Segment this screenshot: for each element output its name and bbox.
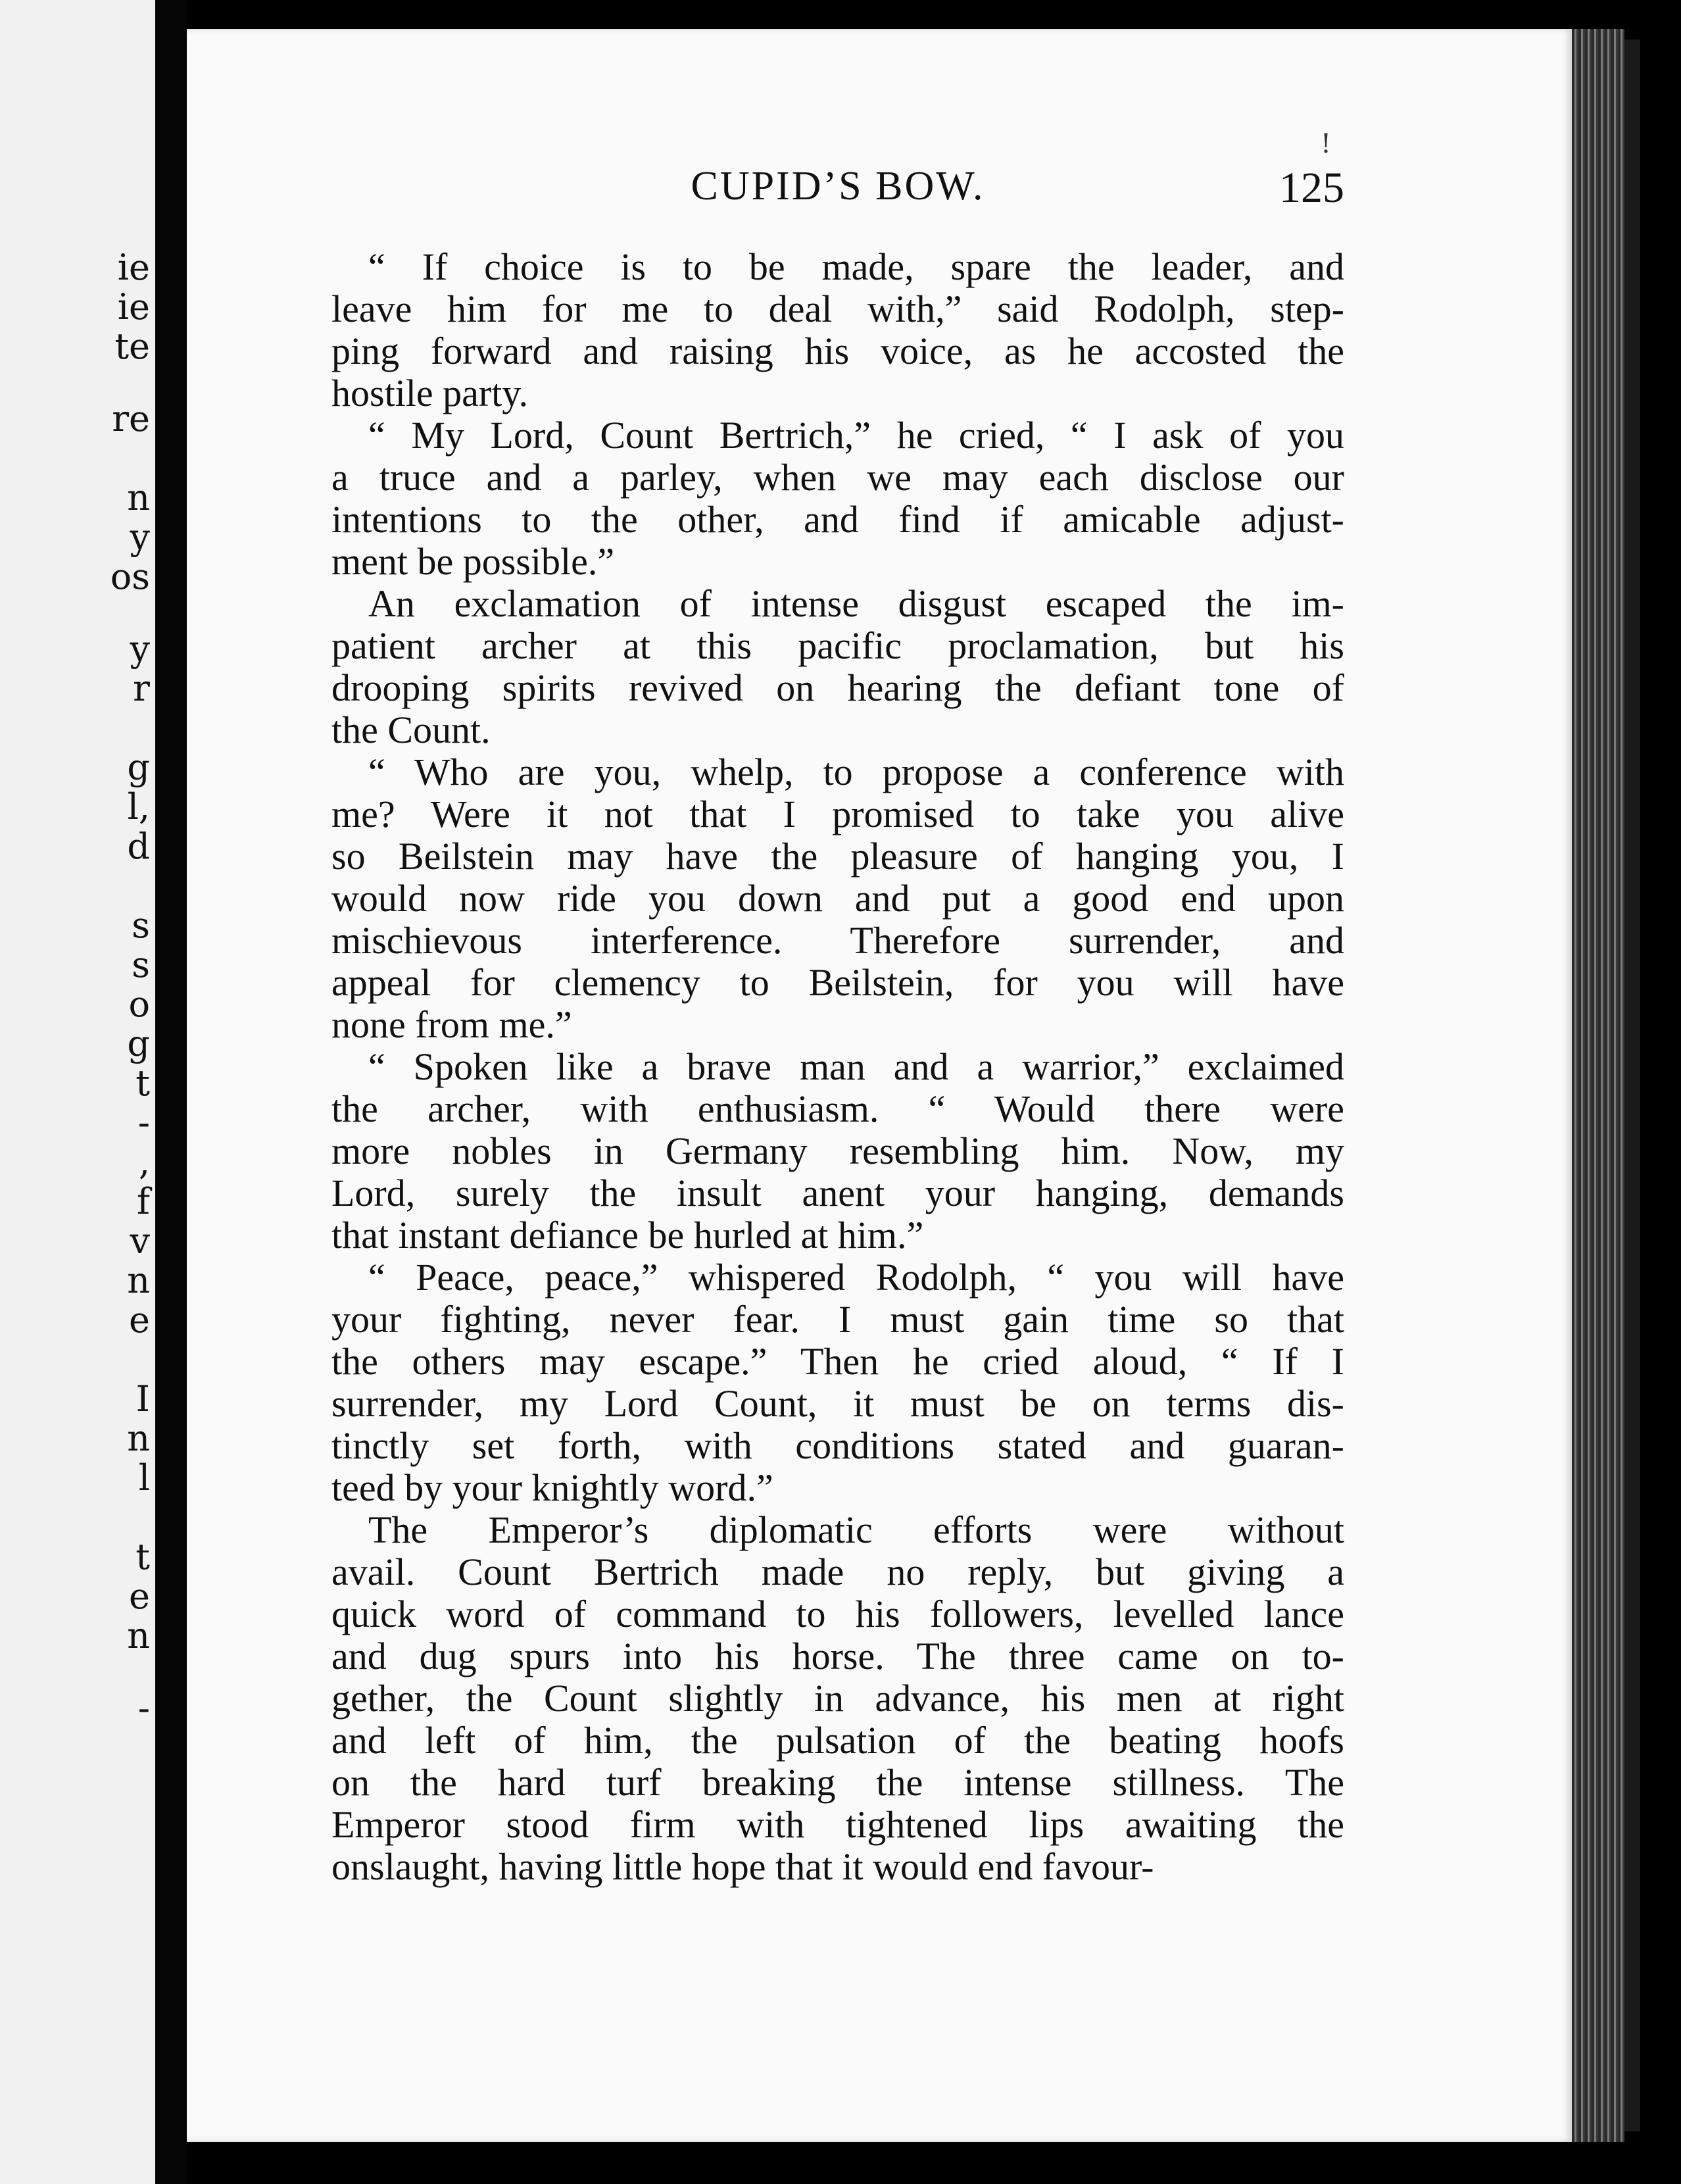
text-line: and dug spurs into his horse. The three came on to- — [331, 1635, 1344, 1677]
previous-page-fragment: n — [127, 1615, 150, 1656]
previous-page-fragment: - — [137, 1102, 150, 1143]
paragraph — [331, 583, 1344, 751]
previous-page-fragment: v — [130, 1220, 150, 1262]
paragraph — [331, 1256, 1344, 1509]
cover-edge — [1624, 39, 1640, 2131]
page-stack-edge — [1572, 29, 1624, 2142]
text-line: that instant defiance be hurled at him.” — [331, 1214, 924, 1256]
text-line: and left of him, the pulsation of the beating hoofs — [331, 1719, 1344, 1762]
text-line: more nobles in Germany resembling him. Now, my — [331, 1129, 1344, 1172]
text-line: so Beilstein may have the pleasure of hanging you, I — [331, 835, 1344, 878]
previous-page-fragment: g — [127, 1023, 150, 1064]
text-line: “ If choice is to be made, spare the leader, and — [368, 245, 1344, 288]
previous-page-fragment: I — [135, 1378, 150, 1420]
paragraph — [331, 1509, 1344, 1888]
previous-page-fragment: l — [138, 1457, 150, 1499]
paragraph — [331, 751, 1344, 1046]
previous-page-fragment: g — [127, 747, 150, 788]
text-line: “ Who are you, whelp, to propose a conference with — [368, 751, 1344, 793]
previous-page-text-fragments — [0, 0, 155, 2184]
previous-page-fragment: n — [127, 1260, 150, 1301]
text-line: mischievous interference. Therefore surrender, and — [331, 919, 1344, 962]
text-line: The Emperor’s diplomatic efforts were without — [368, 1508, 1344, 1551]
text-line: “ Spoken like a brave man and a warrior,” exclaimed — [368, 1045, 1344, 1088]
previous-page-fragment: re — [112, 398, 150, 439]
previous-page-fragment: ie — [117, 247, 150, 288]
text-line: “ My Lord, Count Bertrich,” he cried, “ I ask of you — [368, 414, 1344, 457]
text-line: drooping spirits revived on hearing the defiant tone of — [331, 666, 1344, 709]
previous-page-fragment: y — [130, 516, 150, 558]
paragraph — [331, 414, 1344, 583]
text-line: intentions to the other, and find if amicable adjust- — [331, 498, 1344, 541]
text-line: none from me.” — [331, 1003, 572, 1046]
text-line: tinctly set forth, with conditions stated and guaran- — [331, 1424, 1344, 1467]
running-head — [331, 163, 1344, 222]
previous-page-fragment: f — [137, 1181, 150, 1222]
text-line: hostile party. — [331, 372, 529, 414]
text-line: me? Were it not that I promised to take you alive — [331, 793, 1344, 835]
paragraph — [331, 246, 1344, 414]
body-text — [331, 246, 1344, 1888]
text-line: appeal for clemency to Beilstein, for you will have — [331, 961, 1344, 1004]
text-line: ment be possible.” — [331, 540, 615, 583]
book-gutter — [155, 0, 187, 2184]
text-line: quick word of command to his followers, levelled lance — [331, 1593, 1344, 1635]
previous-page-fragment: y — [130, 628, 150, 670]
text-line: the others may escape.” Then he cried aloud, “ If I — [331, 1340, 1344, 1383]
text-line: An exclamation of intense disgust escaped the im- — [368, 582, 1344, 625]
text-line: avail. Count Bertrich made no reply, but giving a — [331, 1551, 1344, 1593]
previous-page-fragment: n — [127, 477, 150, 518]
previous-page-fragment: s — [132, 905, 150, 946]
text-line: your fighting, never fear. I must gain time so that — [331, 1298, 1344, 1341]
text-line: the archer, with enthusiasm. “ Would there were — [331, 1087, 1344, 1130]
text-line: “ Peace, peace,” whispered Rodolph, “ you will have — [368, 1256, 1344, 1299]
previous-page-fragment: n — [127, 1418, 150, 1459]
text-line: the Count. — [331, 708, 491, 751]
text-line: leave him for me to deal with,” said Rodolph, step- — [331, 287, 1344, 330]
previous-page-fragment: l, — [127, 786, 150, 828]
previous-page-fragment: - — [137, 1687, 150, 1729]
text-line: onslaught, having little hope that it would end favour- — [331, 1845, 1154, 1888]
text-line: ping forward and raising his voice, as he accosted the — [331, 330, 1344, 372]
previous-page-fragment: d — [127, 826, 150, 867]
previous-page-fragment: ie — [117, 286, 150, 328]
previous-page-fragment: , — [138, 1141, 150, 1183]
page-number: 125 — [1279, 164, 1344, 212]
previous-page-fragment: t — [135, 1062, 150, 1104]
previous-page-fragment: s — [132, 944, 150, 985]
text-line: Emperor stood firm with tightened lips awaiting the — [331, 1803, 1344, 1846]
paragraph — [331, 1046, 1344, 1256]
previous-page-fragment: e — [129, 1299, 150, 1341]
text-line: would now ride you down and put a good end upon — [331, 877, 1344, 920]
previous-page-fragment: e — [129, 1576, 150, 1617]
previous-page-fragment: r — [133, 668, 150, 709]
previous-page-fragment: t — [135, 1536, 150, 1577]
text-line: surrender, my Lord Count, it must be on terms dis- — [331, 1382, 1344, 1425]
text-line: a truce and a parley, when we may each disclose our — [331, 456, 1344, 499]
previous-page-fragment: o — [128, 983, 150, 1025]
text-line: gether, the Count slightly in advance, his men at right — [331, 1677, 1344, 1720]
text-line: patient archer at this pacific proclamation, but his — [331, 624, 1344, 667]
text-line: teed by your knightly word.” — [331, 1466, 773, 1509]
text-line: Lord, surely the insult anent your hanging, demands — [331, 1172, 1344, 1214]
previous-page-fragment: te — [114, 326, 150, 367]
text-line: on the hard turf breaking the intense stillness. The — [331, 1761, 1344, 1804]
margin-mark: ! — [1321, 129, 1332, 159]
previous-page-fragment: os — [110, 556, 150, 597]
running-title: CUPID’S BOW. — [691, 164, 985, 209]
